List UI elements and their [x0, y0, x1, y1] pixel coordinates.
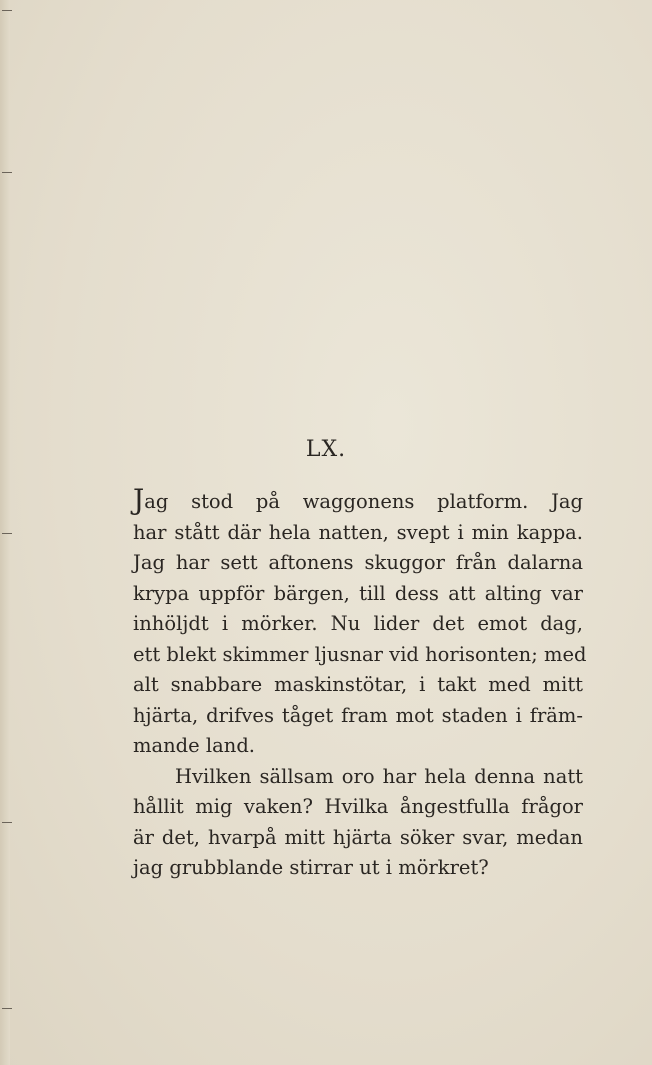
- text-line: är det, hvarpå mitt hjärta söker svar, medan: [133, 825, 583, 849]
- text-line: hållit mig vaken? Hvilka ångestfulla frågor: [133, 795, 583, 818]
- text-line: ett blekt skimmer ljusnar vid horisonten; med: [133, 642, 587, 666]
- text-line: krypa uppför bärgen, till dess att alting var: [133, 581, 583, 605]
- text-line: har stått där hela natten, svept i min kappa.: [133, 520, 583, 544]
- initial-letter: J: [133, 483, 145, 516]
- text-line: jag grubblande stirrar ut i mörkret?: [133, 856, 489, 879]
- text-line: inhöljdt i mörker. Nu lider det emot dag,: [133, 612, 583, 635]
- text-line: Hvilken sällsam oro har hela denna natt: [175, 764, 583, 788]
- edge-mark: [2, 533, 12, 534]
- edge-mark: [2, 10, 12, 11]
- paragraph-2: [133, 762, 583, 884]
- text-line: Jag stod på waggonens platform. Jag: [133, 483, 583, 516]
- chapter-heading: LX.: [305, 437, 347, 462]
- edge-mark: [2, 1008, 12, 1009]
- edge-mark: [2, 172, 12, 173]
- text-line: mande land.: [133, 734, 255, 757]
- edge-mark: [2, 822, 12, 823]
- text-line: hjärta, drifves tåget fram mot staden i främ-: [133, 703, 583, 727]
- text-line: Jag har sett aftonens skuggor från dalarna: [133, 551, 583, 574]
- body-text: [133, 483, 587, 884]
- paragraph-1: [133, 483, 587, 762]
- text-line: alt snabbare maskinstötar, i takt med mitt: [133, 673, 583, 696]
